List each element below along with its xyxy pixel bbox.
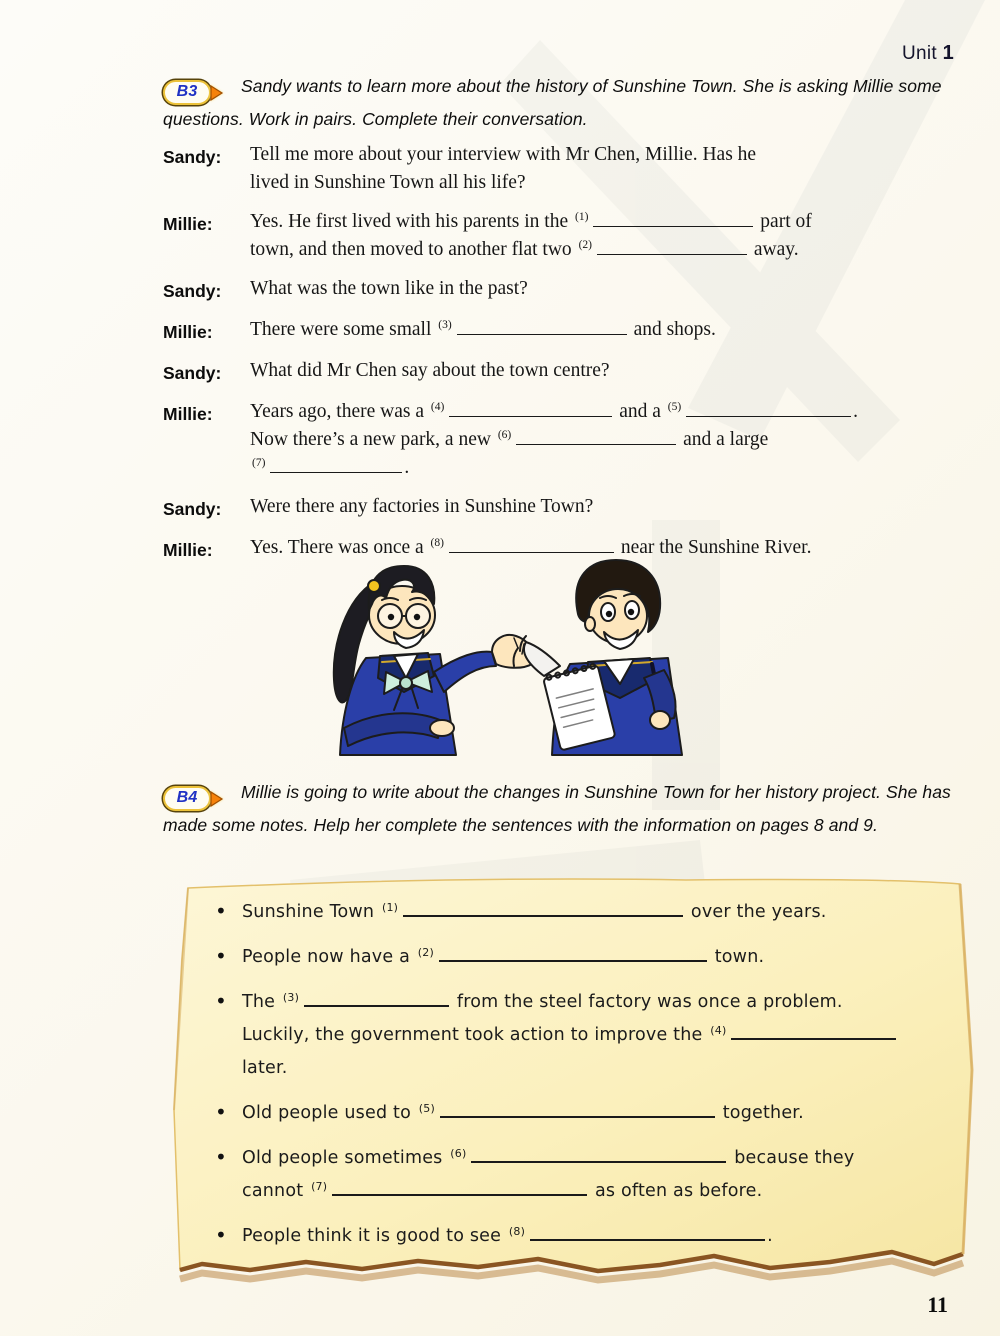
text-run: lived in Sunshine Town all his life? (250, 172, 526, 193)
text-run: together. (716, 1103, 804, 1123)
girl-hair-tie (368, 580, 380, 592)
illustration-students-talking (282, 552, 732, 757)
speaker-label: Millie: (163, 322, 213, 342)
fill-in-blank (332, 1182, 587, 1196)
text-run: Yes. He first lived with his parents in the (250, 211, 573, 232)
text-run: and shops. (628, 319, 716, 340)
text-run: as often as before. (589, 1181, 763, 1201)
fill-in-blank (403, 903, 683, 917)
blank-number: (6) (450, 1147, 467, 1160)
text-run: near the Sunshine River. (615, 537, 812, 558)
note-bullet (212, 1220, 918, 1253)
fill-in-blank (530, 1227, 765, 1241)
unit-header (902, 42, 954, 65)
text-run: Years ago, there was a (250, 401, 429, 422)
text-run: What did Mr Chen say about the town centre? (250, 360, 610, 381)
speaker-label: Millie: (163, 214, 213, 234)
dialogue-turn (163, 208, 955, 264)
girl-arm-raised (434, 652, 496, 692)
dialogue-text (250, 493, 955, 523)
text-run: Yes. There was once a (250, 537, 429, 558)
blank-number: (3) (282, 991, 300, 1004)
text-run: from the steel factory was once a problem. (451, 992, 843, 1012)
fill-in-blank (457, 320, 627, 335)
note-bullet (212, 1142, 918, 1208)
blank-number: (4) (430, 401, 445, 413)
note-bullet (212, 986, 918, 1085)
note-list (212, 896, 918, 1265)
text-run: Now there’s a new park, a new (250, 429, 496, 450)
dialogue-text (250, 208, 955, 264)
speaker-label: Millie: (163, 540, 213, 560)
blank-number: (5) (667, 401, 682, 413)
text-run: away. (748, 239, 799, 260)
text-run: . (404, 457, 410, 478)
note-bullet (212, 941, 918, 974)
dialogue-turn (163, 398, 955, 482)
text-run: town. (708, 947, 765, 967)
text-run: part of (755, 211, 812, 232)
text-run: and a large (678, 429, 769, 450)
dialogue-turn (163, 141, 955, 197)
speaker-label: Sandy: (163, 363, 222, 383)
fill-in-blank (449, 538, 614, 553)
text-run: Tell me more about your interview with Mr Chen, Millie. Has he (250, 144, 757, 165)
text-run: What was the town like in the past? (250, 278, 528, 299)
notes-paper (166, 870, 982, 1298)
dialogue-turn (163, 275, 955, 305)
text-run: Sunshine Town (242, 902, 380, 922)
text-run: . (853, 401, 859, 422)
fill-in-blank (471, 1149, 726, 1163)
fill-in-blank (731, 1026, 896, 1040)
fill-in-blank (304, 993, 449, 1007)
exercise-b3-badge (163, 80, 224, 105)
fill-in-blank (516, 430, 676, 445)
fill-in-blank (597, 240, 747, 255)
blank-number: (6) (497, 429, 512, 441)
blank-number: (3) (438, 319, 452, 331)
speaker-label: Millie: (163, 404, 213, 424)
text-run: over the years. (685, 902, 827, 922)
dialogue (163, 141, 955, 575)
fill-in-blank (449, 402, 612, 417)
blank-number: (7) (311, 1180, 328, 1193)
b4-instructions-text: Millie is going to write about the changes in Sunshine Town for her history project. She has made some notes. Help her complete the sentences with the information on pages 8 and 9. (163, 782, 951, 835)
page-number: 11 (927, 1292, 948, 1317)
dialogue-text (250, 357, 955, 387)
exercise-b4-badge (163, 786, 224, 811)
unit-label: Unit (901, 43, 937, 64)
text-run: People think it is good to see (242, 1226, 507, 1246)
blank-number: (4) (710, 1024, 727, 1037)
text-run: Old people sometimes (242, 1148, 449, 1168)
b3-badge-label: B3 (163, 80, 211, 105)
dialogue-turn (163, 316, 955, 346)
blank-number: (1) (381, 901, 399, 914)
text-run: . (767, 1226, 773, 1246)
blank-number: (1) (575, 211, 589, 223)
notepad-flipping-page (524, 642, 560, 676)
text-run: There were some small (250, 319, 437, 340)
fill-in-blank (440, 1104, 715, 1118)
blank-number: (2) (578, 239, 592, 251)
dialogue-text (250, 316, 955, 346)
text-run: town, and then moved to another flat two (250, 239, 577, 260)
blank-number: (2) (417, 946, 434, 959)
blank-number: (7) (252, 457, 266, 469)
b3-instructions-text: Sandy wants to learn more about the history of Sunshine Town. She is asking Millie some questions. Work in pairs. Complete their conversation. (163, 76, 942, 129)
text-run: Were there any factories in Sunshine Town? (250, 496, 594, 517)
exercise-b3-instructions (163, 72, 963, 134)
play-arrow-icon (208, 790, 224, 808)
unit-number: 1 (942, 42, 954, 64)
dialogue-text (250, 141, 955, 197)
dialogue-text (250, 398, 955, 482)
exercise-b4-instructions (163, 778, 971, 840)
blank-number: (8) (430, 537, 444, 549)
dialogue-turn (163, 357, 955, 387)
fill-in-blank (686, 402, 851, 417)
text-run: Luckily, the government took action to improve the (242, 1025, 709, 1045)
fill-in-blank (593, 212, 753, 227)
text-run: later. (242, 1058, 288, 1078)
speaker-label: Sandy: (163, 281, 222, 301)
note-bullet (212, 896, 918, 929)
b4-badge-label: B4 (163, 786, 211, 811)
fill-in-blank (439, 948, 707, 962)
text-run: and a (614, 401, 666, 422)
play-arrow-icon (208, 84, 224, 102)
blank-number: (8) (508, 1225, 526, 1238)
text-run: The (242, 992, 281, 1012)
text-run: People now have a (242, 947, 416, 967)
dialogue-text (250, 275, 955, 305)
speaker-label: Sandy: (163, 147, 222, 167)
blank-number: (5) (418, 1102, 435, 1115)
fill-in-blank (270, 458, 402, 473)
text-run: because they (728, 1148, 855, 1168)
note-bullet (212, 1097, 918, 1130)
speaker-label: Sandy: (163, 499, 222, 519)
text-run: Old people used to (242, 1103, 417, 1123)
dialogue-turn (163, 493, 955, 523)
text-run: cannot (242, 1181, 310, 1201)
